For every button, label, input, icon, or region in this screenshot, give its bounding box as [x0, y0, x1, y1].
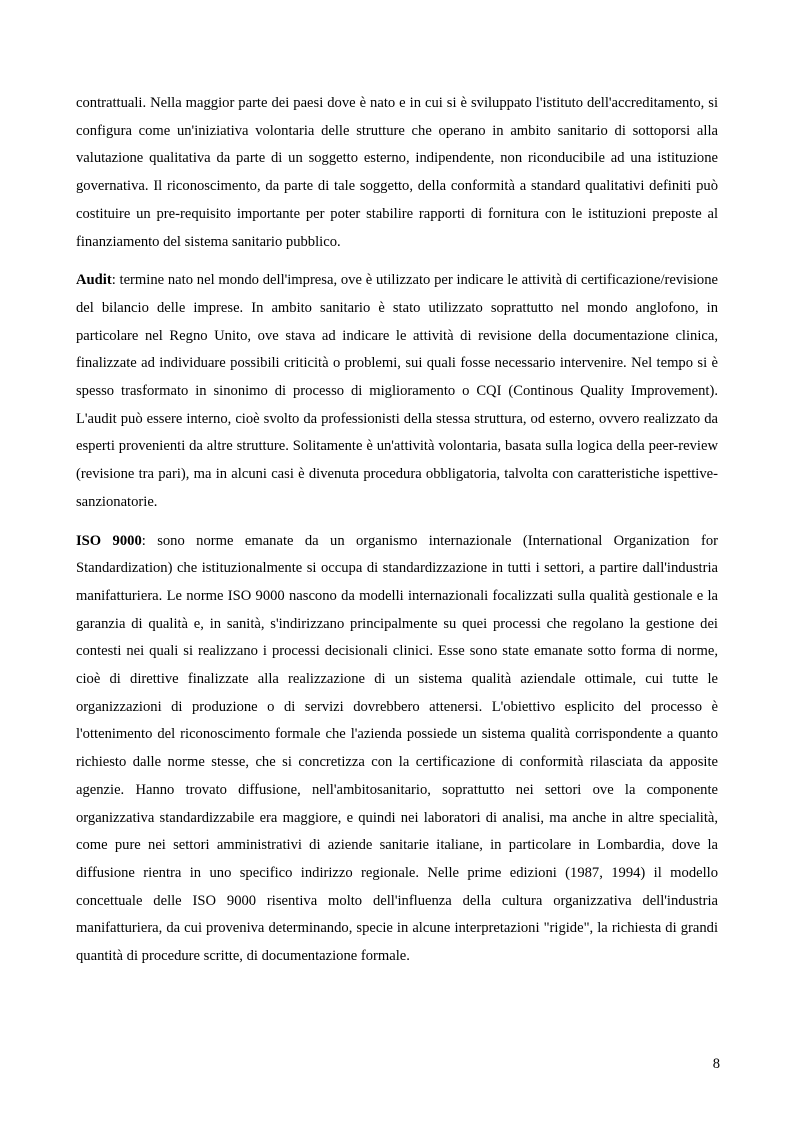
- term-iso-9000: ISO 9000: [76, 532, 142, 549]
- paragraph-accreditamento: contrattuali. Nella maggior parte dei paesi dove è nato e in cui si è sviluppato l'istituto dell'accreditamento, si configura come un'iniziativa volontaria delle strutture che operano in ambito sanitario di sottoporsi alla valutazione qualitativa da parte di un soggetto esterno, indipendente, non riconducibile ad una istituzione governativa. Il riconoscimento, da parte di tale soggetto, della conformità a standard qualitativi definiti può costituire un pre-requisito importante per poter stabilire rapporti di fornitura con le istituzioni preposte al finanziamento del sistema sanitario pubblico.: [76, 95, 718, 250]
- term-audit: Audit: [76, 272, 112, 289]
- definition-iso-9000: : sono norme emanate da un organismo internazionale (International Organization for Standardization) che istituzionalmente si occupa di standardizzazione in tutti i settori, a partire dall'industria manifatturiera. Le norme ISO 9000 nascono da modelli internazionali focalizzati sulla qualità gestionale e la garanzia di qualità e, in sanità, s'indirizzano principalmente su quei processi che regolano la gestione dei contesti nei quali si realizzano i processi decisionali clinici. Esse sono state emanate sotto forma di norme, cioè di direttive finalizzate alla realizzazione di un sistema qualità aziendale ottimale, cui tutte le organizzazioni di produzione o di servizi dovrebbero attenersi. L'obiettivo esplicito del processo è l'ottenimento del riconoscimento formale che l'azienda possiede un sistema qualità corrispondente a quanto richiesto dalle norme stesse, che si concretizza con la certificazione di conformità rilasciata da apposite agenzie. Hanno trovato diffusione, nell'ambitosanitario, soprattutto nei settori ove la componente organizzativa standardizzabile era maggiore, e quindi nei laboratori di analisi, ma anche in altre specialità, come pure nei settori amministrativi di aziende sanitarie italiane, in particolare in Lombardia, dove la diffusione rientra in uno specifico indirizzo regionale. Nelle prime edizioni (1987, 1994) il modello concettuale delle ISO 9000 risentiva molto dell'influenza della cultura organizzativa dell'industria manifatturiera, da cui proveniva determinando, specie in alcune interpretazioni "rigide", la richiesta di grandi quantità di procedure scritte, di documentazione formale.: [76, 532, 719, 965]
- definition-audit: : termine nato nel mondo dell'impresa, ove è utilizzato per indicare le attività di certificazione/revisione del bilancio delle imprese. In ambito sanitario è stato utilizzato soprattutto nel mondo anglofono, in particolare nel Regno Unito, ove stava ad indicare le attività di revisione della documentazione clinica, finalizzate ad individuare possibili criticità o problemi, sui quali fosse necessario intervenire. Nel tempo si è spesso trasformato in sinonimo di processo di miglioramento o CQI (Continous Quality Improvement). L'audit può essere interno, cioè svolto da professionisti della stessa struttura, od esterno, ovvero realizzato da esperti provenienti da altre strutture. Solitamente è un'attività volontaria, basata sulla logica della peer-review (revisione tra pari), ma in alcuni casi è divenuta procedura obbligatoria, talvolta con caratteristiche ispettive-sanzionatorie.: [76, 272, 718, 510]
- document-page: [76, 90, 718, 1050]
- page-number: 8: [712, 1056, 720, 1072]
- paragraph-iso-9000: [76, 528, 718, 971]
- paragraph-audit: [76, 267, 718, 516]
